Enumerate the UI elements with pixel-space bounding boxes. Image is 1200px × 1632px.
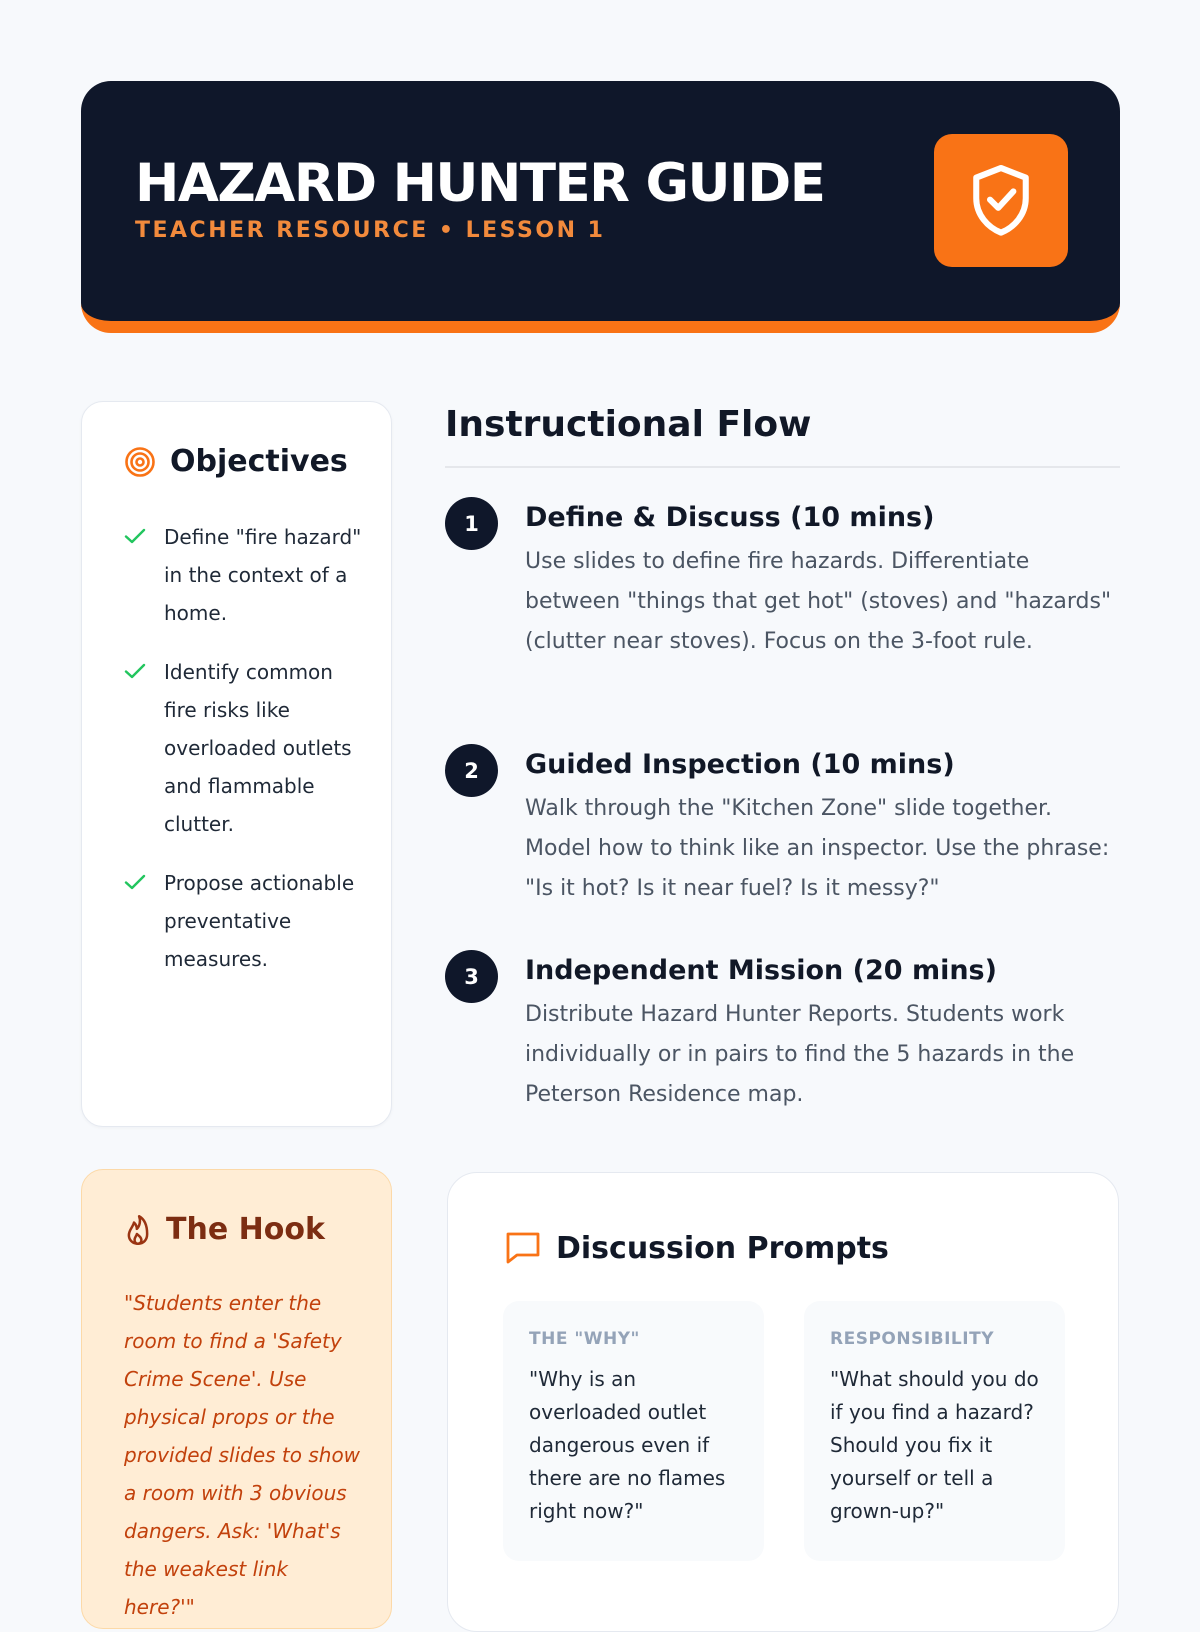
objective-text: Define "fire hazard" in the context of a home. bbox=[164, 525, 362, 625]
step-title: Independent Mission (20 mins) bbox=[525, 955, 997, 986]
step-number-badge: 1 bbox=[445, 497, 498, 550]
step-description: Use slides to define fire hazards. Differentiate between "things that get hot" (stoves) and "hazards" (clutter near stoves). Focus on the 3-foot rule. bbox=[525, 549, 1112, 654]
prompts-heading bbox=[504, 1230, 889, 1266]
check-icon bbox=[124, 527, 146, 545]
flame-icon bbox=[124, 1214, 152, 1246]
list-item bbox=[124, 864, 364, 978]
step-number-badge: 3 bbox=[445, 950, 498, 1003]
objective-text: Identify common fire risks like overloaded outlets and flammable clutter. bbox=[164, 660, 352, 836]
header-badge bbox=[934, 134, 1068, 267]
flow-step-3 bbox=[445, 950, 1120, 1120]
prompt-box-why bbox=[503, 1301, 764, 1561]
target-icon bbox=[124, 446, 156, 478]
prompts-title: Discussion Prompts bbox=[556, 1230, 889, 1266]
list-item bbox=[124, 653, 364, 843]
step-description: Walk through the "Kitchen Zone" slide together. Model how to think like an inspector. Use the phrase: "Is it hot? Is it near fuel? Is it messy?" bbox=[525, 796, 1110, 901]
check-icon bbox=[124, 662, 146, 680]
objectives-card bbox=[81, 401, 392, 1127]
page-subtitle: TEACHER RESOURCE • LESSON 1 bbox=[135, 218, 606, 243]
hook-card bbox=[81, 1169, 392, 1629]
step-number-badge: 2 bbox=[445, 744, 498, 797]
objectives-title: Objectives bbox=[170, 444, 348, 479]
prompt-label: THE "WHY" bbox=[529, 1329, 640, 1349]
objective-text: Propose actionable preventative measures. bbox=[164, 871, 355, 971]
list-item bbox=[124, 518, 364, 632]
chat-bubble-icon bbox=[504, 1230, 542, 1266]
flow-title: Instructional Flow bbox=[445, 404, 812, 445]
step-description: Distribute Hazard Hunter Reports. Students work individually or in pairs to find the 5 hazards in the Peterson Residence map. bbox=[525, 1002, 1075, 1107]
objectives-heading bbox=[124, 444, 348, 479]
prompt-box-responsibility bbox=[804, 1301, 1065, 1561]
objectives-list bbox=[124, 518, 364, 999]
check-icon bbox=[124, 873, 146, 891]
shield-check-icon bbox=[968, 162, 1034, 240]
prompt-text: "Why is an overloaded outlet dangerous even if there are no flames right now?" bbox=[529, 1367, 726, 1523]
hook-text: "Students enter the room to find a 'Safety Crime Scene'. Use physical props or the provided slides to show a room with 3 obvious dangers. Ask: 'What's the weakest link here?'" bbox=[124, 1291, 361, 1619]
header-banner bbox=[81, 81, 1120, 333]
flow-step-2 bbox=[445, 744, 1120, 914]
flow-divider bbox=[445, 466, 1120, 468]
prompt-label: RESPONSIBILITY bbox=[830, 1329, 995, 1349]
prompt-text: "What should you do if you find a hazard? Should you fix it yourself or tell a grown-up?" bbox=[830, 1367, 1039, 1523]
page-title: HAZARD HUNTER GUIDE bbox=[135, 153, 825, 214]
hook-heading bbox=[124, 1212, 325, 1247]
hook-title: The Hook bbox=[166, 1212, 325, 1247]
step-title: Guided Inspection (10 mins) bbox=[525, 749, 955, 780]
step-title: Define & Discuss (10 mins) bbox=[525, 502, 935, 533]
flow-step-1 bbox=[445, 497, 1120, 697]
discussion-prompts-card bbox=[447, 1172, 1119, 1632]
